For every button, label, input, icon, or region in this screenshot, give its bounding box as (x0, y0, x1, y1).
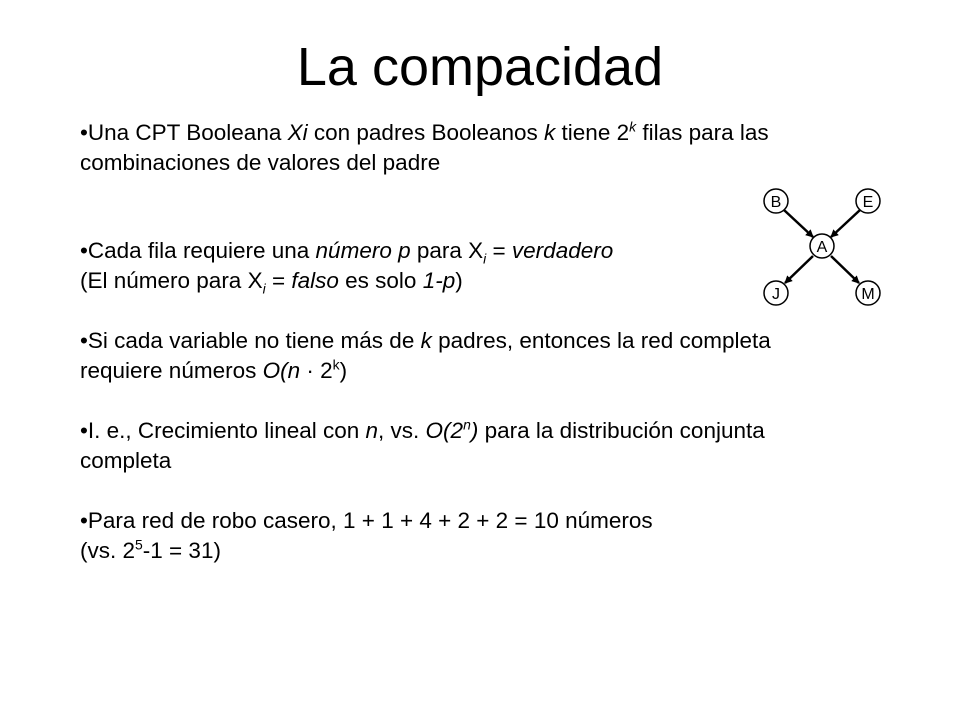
bullet-cpt-rows: •Una CPT Booleana Xi con padres Booleanos k tiene 2$^k$ filas para las combinaciones de valores del padre (80, 118, 769, 175)
bullet-marker: • (80, 418, 88, 443)
svg-text:E: E (862, 194, 874, 211)
bullet-marker: • (80, 508, 88, 533)
node-j (764, 281, 788, 305)
node-b (764, 189, 788, 213)
node-a (810, 234, 834, 258)
bullet-row-number: •Cada fila requiere una número p para $X_i$ = verdadero (El número para $X_i$ = falso es solo 1-p) (80, 238, 614, 297)
bullet-list (80, 118, 840, 566)
bullet-linear-growth: •I. e., Crecimiento lineal con n, vs. O(2$^n$) para la distribución conjunta completa (80, 416, 765, 473)
svg-text:M: M (861, 286, 875, 303)
bullet-marker: • (80, 328, 88, 353)
bullet-marker: • (80, 120, 88, 145)
svg-text:J: J (772, 286, 780, 303)
svg-text:B: B (770, 194, 782, 211)
node-e (856, 189, 880, 213)
edge-a-j (785, 256, 813, 283)
bullet-complexity: •Si cada variable no tiene más de k padres, entonces la red completa requiere números $O(n \cdot 2^k)$ (80, 328, 771, 383)
bullet-marker: • (80, 238, 88, 263)
slide-title: La compacidad (296, 37, 664, 97)
edge-e-a (831, 210, 860, 237)
edge-a-m (831, 256, 859, 283)
bullet-burglary-example: •Para red de robo casero, 1 + 1 + 4 + 2 + 2 = 10 números (vs. $2^5-1 = 31$) (80, 508, 653, 563)
bayes-network-diagram (754, 180, 904, 320)
svg-text:A: A (816, 239, 828, 256)
edge-b-a (784, 210, 813, 237)
node-m (856, 281, 880, 305)
